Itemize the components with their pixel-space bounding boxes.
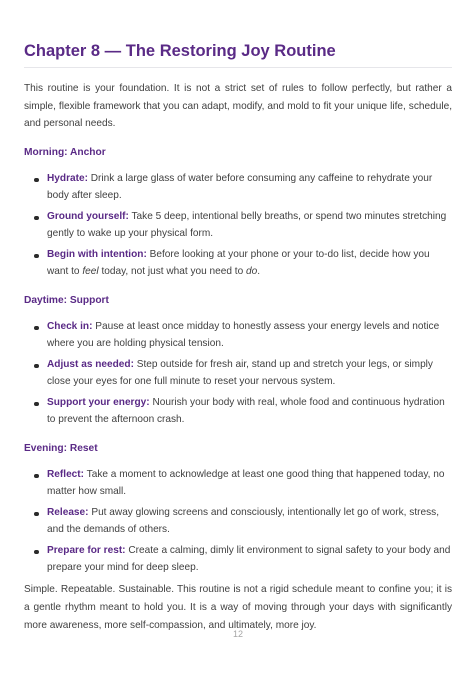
page-number: 12 — [232, 629, 243, 639]
item-term: Reflect: — [47, 468, 85, 480]
item-term: Ground yourself: — [47, 210, 129, 222]
list-item — [47, 542, 452, 577]
bullet-icon — [34, 364, 39, 369]
section-heading-daytime: Daytime: Support — [24, 294, 109, 306]
item-term: Support your energy: — [47, 396, 150, 408]
item-text: . — [257, 266, 261, 277]
list-item — [47, 246, 452, 281]
item-text: Nourish your body with real, whole food and continuous hydration to prevent the afternoon crash. — [47, 396, 445, 425]
list-item — [47, 208, 452, 243]
item-text: Take 5 deep, intentional belly breaths, or spend two minutes stretching gently to wake up your physical form. — [47, 210, 447, 239]
item-text: Step outside for fresh air, stand up and stretch your legs, or simply close your eyes for one full minute to reset your nervous system. — [47, 358, 433, 387]
item-text: Before looking at your phone or your to-do list, decide how you want to — [47, 248, 430, 277]
list-item — [47, 466, 452, 501]
list-item — [47, 318, 452, 353]
list-item — [47, 394, 452, 429]
list-item — [47, 504, 452, 539]
item-term: Adjust as needed: — [47, 358, 134, 370]
item-emphasis: feel — [82, 266, 99, 277]
bullet-icon — [34, 550, 39, 555]
item-text: Put away glowing screens and consciously, intentionally let go of work, stress, and the demands of others. — [47, 506, 439, 535]
bullet-icon — [34, 402, 39, 407]
morning-list — [24, 170, 452, 281]
item-term: Prepare for rest: — [47, 544, 126, 556]
bullet-icon — [34, 326, 39, 331]
chapter-title: Chapter 8 — The Restoring Joy Routine — [24, 40, 452, 68]
section-heading-morning: Morning: Anchor — [24, 146, 106, 158]
intro-paragraph: This routine is your foundation. It is not a strict set of rules to follow perfectly, but rather a simple, flexible framework that you can adapt, modify, and mold to fit your unique life, schedule, and personal needs. — [24, 83, 452, 129]
item-text: Pause at least once midday to honestly assess your energy levels and notice where you are holding physical tension. — [47, 320, 440, 349]
item-term: Release: — [47, 506, 89, 518]
item-term: Begin with intention: — [47, 248, 147, 260]
item-emphasis: do — [246, 266, 258, 277]
daytime-list — [24, 318, 452, 429]
item-term: Check in: — [47, 320, 93, 332]
item-text: Drink a large glass of water before consuming any caffeine to rehydrate your body after sleep. — [47, 172, 433, 201]
closing-paragraph: Simple. Repeatable. Sustainable. This routine is not a rigid schedule meant to confine you; it is a gentle rhythm meant to hold you. It is a way of moving through your days with significantly more awareness, more self-compassion, and ultimately, more joy. — [24, 583, 452, 631]
bullet-icon — [34, 178, 39, 183]
bullet-icon — [34, 254, 39, 259]
evening-list — [24, 466, 452, 577]
bullet-icon — [34, 512, 39, 517]
item-text: Take a moment to acknowledge at least one good thing that happened today, no matter how small. — [47, 468, 445, 497]
bullet-icon — [34, 474, 39, 479]
list-item — [47, 170, 452, 205]
item-text: Create a calming, dimly lit environment to signal safety to your body and prepare your mind for deep sleep. — [47, 544, 451, 573]
item-text: today, not just what you need to — [98, 266, 247, 277]
item-term: Hydrate: — [47, 172, 88, 184]
list-item — [47, 356, 452, 391]
section-heading-evening: Evening: Reset — [24, 442, 98, 454]
bullet-icon — [34, 216, 39, 221]
